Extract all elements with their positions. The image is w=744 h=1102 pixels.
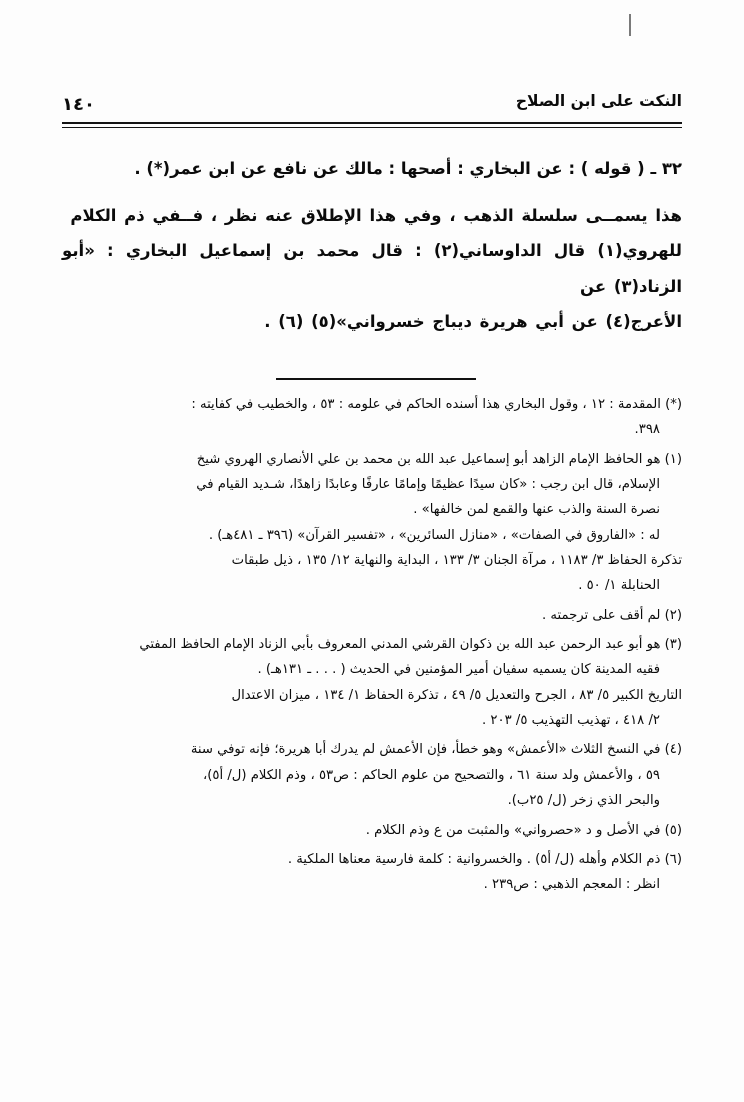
footnote-line: (٦) ذم الكلام وأهله (ل/ أ٥) . والخسروانية : كلمة فارسية معناها الملكية . <box>287 851 682 867</box>
book-title: النكت على ابن الصلاح <box>515 92 682 110</box>
footnote-line: الإسلام، قال ابن رجب : «كان سيدًا عظيمًا وإمامًا عارفًا وعابدًا زاهدًا، شـديد القيام في <box>196 477 660 493</box>
footnote-line: التاريخ الكبير ٥/ ٨٣ ، الجرح والتعديل ٥/ ٤٩ ، تذكرة الحفاظ ١/ ١٣٤ ، ميزان الاعتدال <box>231 687 682 703</box>
footnote-4 <box>62 737 682 813</box>
header-rule-thick <box>62 122 682 124</box>
footnote-line: (٤) في النسخ الثلاث «الأعمش» وهو خطأ، فإن الأعمش لم يدرك أبا هريرة؛ فإنه توفي سنة <box>190 742 682 758</box>
footnote-line: والبحر الذي زخر (ل/ ٢٥ب). <box>507 793 660 809</box>
footnote-line: (١) هو الحافظ الإمام الزاهد أبو إسماعيل عبد الله بن محمد بن علي الأنصاري الهروي شيخ <box>196 451 682 467</box>
footnote-line: (*) المقدمة : ١٢ ، وقول البخاري هذا أسنده الحاكم في علومه : ٥٣ ، والخطيب في كفايته : <box>191 397 682 412</box>
page-header <box>62 92 682 128</box>
footnote-line: ٢/ ٤١٨ ، تهذيب التهذيب ٥/ ٢٠٣ . <box>482 713 660 729</box>
footnote-line: (٢) لم أقف على ترجمته . <box>542 607 682 623</box>
footnote-1 <box>62 447 682 599</box>
footnote-6 <box>62 847 682 898</box>
footnote-line: فقيه المدينة كان يسميه سفيان أمير المؤمنين في الحديث ( . . . ـ ١٣١هـ) . <box>257 662 660 678</box>
footnote-line: الحنابلة ١/ ٥٠ . <box>578 578 660 594</box>
footnote-line: (٣) هو أبو عبد الرحمن عبد الله بن ذكوان القرشي المدني المعروف بأبي الزناد الإمام الحافظ المفتي <box>139 637 682 653</box>
page-number: ١٤٠ <box>62 94 95 115</box>
footnote-line: ٣٩٨. <box>634 422 660 438</box>
footnote-line: تذكرة الحفاظ ٣/ ١١٨٣ ، مرآة الجنان ٣/ ١٣٣ ، البداية والنهاية ١٢/ ١٣٥ ، ذيل طبقات <box>231 553 682 569</box>
main-paragraph-2-line-1: هذا يسمــى سلسلة الذهب ، وفي هذا الإطلاق عنه نظر ، فــفي ذم الكلام <box>70 205 682 225</box>
footnote-line: انظر : المعجم الذهبي : ص٢٣٩ . <box>483 877 660 893</box>
footnote-separator <box>276 378 476 380</box>
page-edge-mark <box>629 14 631 36</box>
footnotes-block <box>62 392 682 902</box>
footnote-line: (٥) في الأصل و د «حصرواني» والمثبت من ع وذم الكلام . <box>365 822 682 838</box>
footnote-line: له : «الفاروق في الصفات» ، «منازل السائرين» ، «تفسير القرآن» (٣٩٦ ـ ٤٨١هـ) . <box>208 527 660 543</box>
footnote-3 <box>62 632 682 733</box>
footnote-line: ٥٩ ، والأعمش ولد سنة ٦١ ، والتصحيح من علوم الحاكم : ص٥٣ ، وذم الكلام (ل/ أ٥)، <box>202 767 660 783</box>
main-paragraph-2-line-2: للهروي(١) قال الداوساني(٢) : قال محمد بن إسماعيل البخاري : «أبو الزناد(٣) عن <box>62 241 682 296</box>
footnote-star <box>62 392 682 443</box>
main-paragraph-1: ٣٢ ـ ( قوله ) : عن البخاري : أصحها : مالك عن نافع عن ابن عمر(*) . <box>134 159 682 178</box>
footnote-2 <box>62 603 682 628</box>
main-text-block <box>62 152 682 340</box>
footnote-5 <box>62 818 682 843</box>
footnote-line: نصرة السنة والذب عنها والقمع لمن خالفها» . <box>413 502 660 518</box>
header-rule-thin <box>62 127 682 128</box>
main-paragraph-2-line-3: الأعرج(٤) عن أبي هريرة ديباج خسرواني»(٥) (٦) . <box>264 312 682 332</box>
